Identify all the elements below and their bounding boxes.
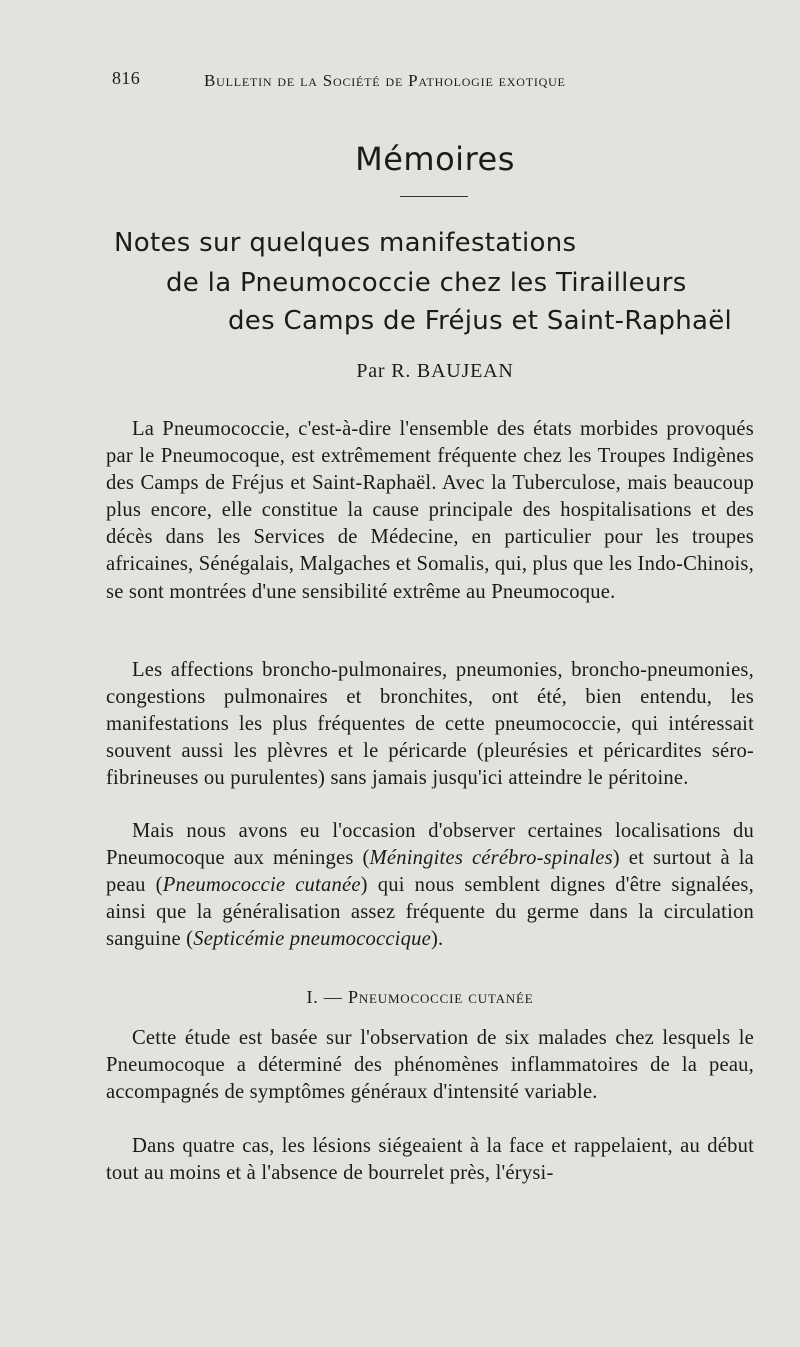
p3-text-c: ) et surtout à la peau ( bbox=[106, 847, 754, 897]
article-title-line-3: des Camps de Fréjus et Saint-Raphaël bbox=[228, 306, 733, 336]
p3-italic-pneumococcie: Pneumococcie cutanée bbox=[162, 874, 361, 897]
paragraph-4 bbox=[106, 1025, 754, 1106]
running-head: Bulletin de la Société de Pathologie exotique bbox=[204, 71, 566, 90]
paragraph-3 bbox=[106, 818, 754, 953]
p3-text-e: ) qui nous semblent dignes d'être signalées, ainsi que la généralisation assez fréquente du germe dans la circulation sanguine ( bbox=[106, 874, 754, 951]
p3-text-a: Mais nous avons eu l'occasion d'observer certaines localisations du Pneumocoque aux méninges ( bbox=[106, 820, 754, 870]
section-title: Mémoires bbox=[355, 140, 515, 178]
p3-italic-meningites: Méningites cérébro-spinales bbox=[369, 847, 613, 870]
paragraph-2 bbox=[106, 657, 754, 792]
page-number: 816 bbox=[112, 68, 141, 88]
paragraph-3-text bbox=[106, 818, 754, 953]
author-byline: Par R. BAUJEAN bbox=[356, 360, 514, 382]
p3-italic-septicemie: Septicémie pneumococcique bbox=[193, 928, 431, 951]
paragraph-1 bbox=[106, 416, 754, 606]
paragraph-5-text: Dans quatre cas, les lésions siégeaient à la face et rappelaient, au début tout au moins et à l'absence de bourrelet près, l'érysi- bbox=[106, 1135, 754, 1185]
paragraph-4-text: Cette étude est basée sur l'observation de six malades chez lesquels le Pneumocoque a déterminé des phénomènes inflammatoires de la peau, accompagnés de symptômes généraux d'intensité variable. bbox=[106, 1027, 754, 1104]
subheading: I. — Pneumococcie cutanée bbox=[306, 987, 534, 1007]
paragraph-2-text: Les affections broncho-pulmonaires, pneumonies, broncho-pneumonies, congestions pulmonaires et bronchites, ont été, bien entendu, les manifestations les plus fréquentes de cette pneumococcie, qui intéressait souvent aussi les plèvres et le péricarde (pleurésies et péricardites séro-fibrineuses ou purulentes) sans jamais jusqu'ici atteindre le péritoine. bbox=[106, 659, 754, 790]
paragraph-5 bbox=[106, 1133, 754, 1187]
p3-text-g: ). bbox=[430, 928, 444, 951]
paragraph-1-text: La Pneumococcie, c'est-à-dire l'ensemble des états morbides provoqués par le Pneumocoque, est extrêmement fréquente chez les Troupes Indigènes des Camps de Fréjus et Saint-Raphaël. Avec la Tuberculose, mais beaucoup plus encore, elle constitue la cause principale des hospitalisations et des décès dans les Services de Médecine, en particulier pour les troupes africaines, Sénégalais, Malgaches et Somalis, qui, plus que les Indo-Chinois, se sont montrées d'une sensibilité extrême au Pneumocoque. bbox=[106, 418, 754, 603]
title-rule bbox=[400, 196, 468, 197]
article-title-line-1: Notes sur quelques manifestations bbox=[114, 228, 577, 258]
article-title-line-2: de la Pneumococcie chez les Tirailleurs bbox=[166, 268, 687, 298]
